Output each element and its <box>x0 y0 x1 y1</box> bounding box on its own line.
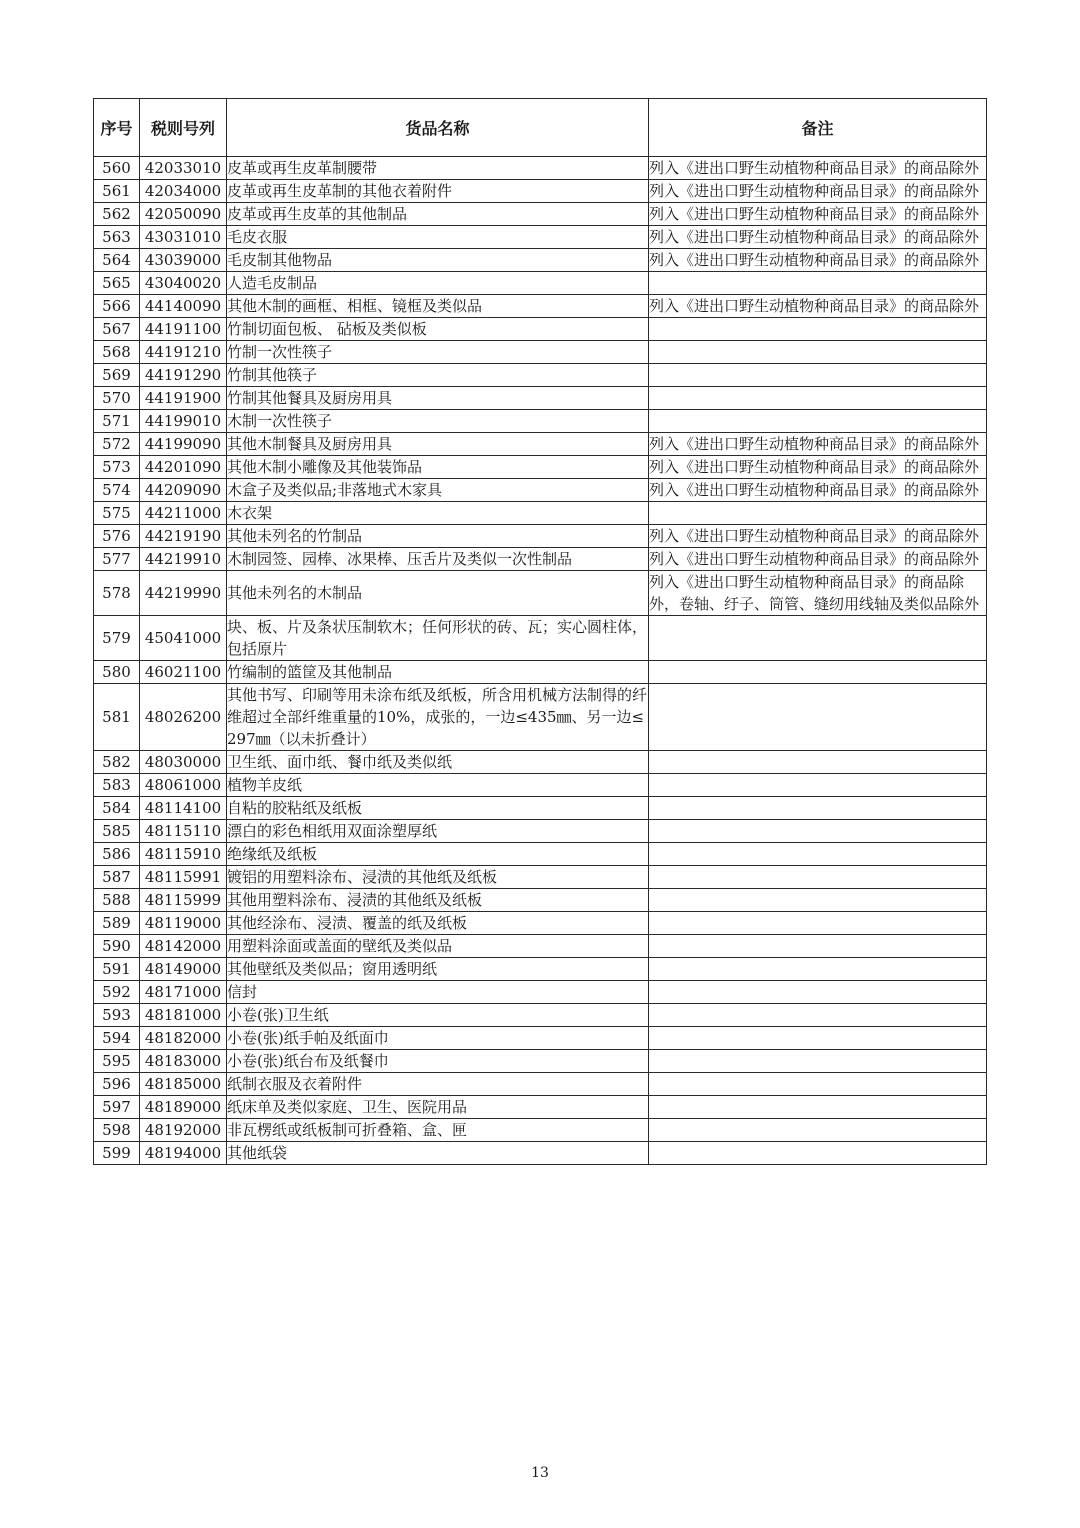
table-row <box>94 548 987 571</box>
table-row <box>94 1096 987 1119</box>
table-row <box>94 1050 987 1073</box>
remark <box>649 889 987 912</box>
tariff-code: 48149000 <box>140 958 227 981</box>
table-row <box>94 1073 987 1096</box>
tariff-code: 48183000 <box>140 1050 227 1073</box>
goods-name: 竹制切面包板、 砧板及类似板 <box>227 318 649 341</box>
table-row <box>94 774 987 797</box>
header-note: 备注 <box>649 99 987 157</box>
tariff-code: 44191210 <box>140 341 227 364</box>
remark <box>649 684 987 751</box>
tariff-code: 46021100 <box>140 661 227 684</box>
row-number: 565 <box>94 272 140 295</box>
remark <box>649 364 987 387</box>
remark <box>649 820 987 843</box>
goods-name: 其他未列名的竹制品 <box>227 525 649 548</box>
tariff-code: 48189000 <box>140 1096 227 1119</box>
remark <box>649 866 987 889</box>
tariff-code: 42034000 <box>140 180 227 203</box>
row-number: 566 <box>94 295 140 318</box>
row-number: 580 <box>94 661 140 684</box>
row-number: 590 <box>94 935 140 958</box>
remark <box>649 843 987 866</box>
tariff-code: 48181000 <box>140 1004 227 1027</box>
goods-name: 纸制衣服及衣着附件 <box>227 1073 649 1096</box>
table-row <box>94 866 987 889</box>
goods-name: 毛皮制其他物品 <box>227 249 649 272</box>
row-number: 577 <box>94 548 140 571</box>
row-number: 593 <box>94 1004 140 1027</box>
row-number: 581 <box>94 684 140 751</box>
table-row <box>94 958 987 981</box>
row-number: 596 <box>94 1073 140 1096</box>
row-number: 564 <box>94 249 140 272</box>
goods-name: 小卷(张)卫生纸 <box>227 1004 649 1027</box>
remark <box>649 1004 987 1027</box>
tariff-code: 44201090 <box>140 456 227 479</box>
table-row <box>94 157 987 180</box>
goods-name: 其他木制餐具及厨房用具 <box>227 433 649 456</box>
row-number: 598 <box>94 1119 140 1142</box>
remark <box>649 318 987 341</box>
tariff-code: 48115991 <box>140 866 227 889</box>
tariff-code: 44209090 <box>140 479 227 502</box>
table-row <box>94 935 987 958</box>
tariff-code: 48192000 <box>140 1119 227 1142</box>
goods-name: 竹制其他餐具及厨房用具 <box>227 387 649 410</box>
goods-table <box>93 98 987 1165</box>
remark <box>649 935 987 958</box>
table-row <box>94 433 987 456</box>
goods-name: 其他纸袋 <box>227 1142 649 1165</box>
row-number: 560 <box>94 157 140 180</box>
tariff-code: 44140090 <box>140 295 227 318</box>
table-row <box>94 912 987 935</box>
goods-name: 木制一次性筷子 <box>227 410 649 433</box>
header-no: 序号 <box>94 99 140 157</box>
table-row <box>94 1119 987 1142</box>
goods-name: 漂白的彩色相纸用双面涂塑厚纸 <box>227 820 649 843</box>
table-row <box>94 249 987 272</box>
tariff-code: 48114100 <box>140 797 227 820</box>
row-number: 584 <box>94 797 140 820</box>
tariff-code: 42033010 <box>140 157 227 180</box>
tariff-code: 44199090 <box>140 433 227 456</box>
goods-name: 块、板、片及条状压制软木；任何形状的砖、瓦；实心圆柱体，包括原片 <box>227 616 649 661</box>
row-number: 586 <box>94 843 140 866</box>
remark <box>649 616 987 661</box>
goods-name: 其他书写、印刷等用未涂布纸及纸板，所含用机械方法制得的纤维超过全部纤维重量的10%，成张的，一边≤435㎜、另一边≤297㎜（以未折叠计） <box>227 684 649 751</box>
goods-name: 木制园签、园棒、冰果棒、压舌片及类似一次性制品 <box>227 548 649 571</box>
table-row <box>94 272 987 295</box>
tariff-code: 48061000 <box>140 774 227 797</box>
table-row <box>94 616 987 661</box>
tariff-code: 44191900 <box>140 387 227 410</box>
remark <box>649 1119 987 1142</box>
remark: 列入《进出口野生动植物种商品目录》的商品除外 <box>649 433 987 456</box>
remark <box>649 341 987 364</box>
table-row <box>94 981 987 1004</box>
table-row <box>94 456 987 479</box>
table-row <box>94 1027 987 1050</box>
table-row <box>94 341 987 364</box>
goods-name: 卫生纸、面巾纸、餐巾纸及类似纸 <box>227 751 649 774</box>
tariff-code: 44191100 <box>140 318 227 341</box>
row-number: 597 <box>94 1096 140 1119</box>
tariff-code: 48115910 <box>140 843 227 866</box>
tariff-code: 48194000 <box>140 1142 227 1165</box>
tariff-code: 44219910 <box>140 548 227 571</box>
tariff-code: 48171000 <box>140 981 227 1004</box>
remark <box>649 1027 987 1050</box>
remark: 列入《进出口野生动植物种商品目录》的商品除外 <box>649 548 987 571</box>
row-number: 582 <box>94 751 140 774</box>
table-row <box>94 502 987 525</box>
tariff-code: 45041000 <box>140 616 227 661</box>
tariff-code: 48185000 <box>140 1073 227 1096</box>
row-number: 579 <box>94 616 140 661</box>
goods-name: 镀铝的用塑料涂布、浸渍的其他纸及纸板 <box>227 866 649 889</box>
row-number: 589 <box>94 912 140 935</box>
table-row <box>94 226 987 249</box>
goods-name: 植物羊皮纸 <box>227 774 649 797</box>
tariff-code: 44219990 <box>140 571 227 616</box>
row-number: 595 <box>94 1050 140 1073</box>
remark <box>649 981 987 1004</box>
table-header-row <box>94 99 987 157</box>
row-number: 574 <box>94 479 140 502</box>
row-number: 573 <box>94 456 140 479</box>
remark <box>649 502 987 525</box>
goods-name: 绝缘纸及纸板 <box>227 843 649 866</box>
row-number: 569 <box>94 364 140 387</box>
row-number: 587 <box>94 866 140 889</box>
tariff-code: 48026200 <box>140 684 227 751</box>
goods-name: 木盒子及类似品;非落地式木家具 <box>227 479 649 502</box>
remark <box>649 1142 987 1165</box>
row-number: 568 <box>94 341 140 364</box>
goods-name: 木衣架 <box>227 502 649 525</box>
remark: 列入《进出口野生动植物种商品目录》的商品除外 <box>649 249 987 272</box>
table-row <box>94 387 987 410</box>
tariff-code: 48119000 <box>140 912 227 935</box>
row-number: 562 <box>94 203 140 226</box>
remark: 列入《进出口野生动植物种商品目录》的商品除外 <box>649 456 987 479</box>
remark: 列入《进出口野生动植物种商品目录》的商品除外 <box>649 180 987 203</box>
row-number: 561 <box>94 180 140 203</box>
goods-name: 非瓦楞纸或纸板制可折叠箱、盒、匣 <box>227 1119 649 1142</box>
remark <box>649 1050 987 1073</box>
tariff-code: 43039000 <box>140 249 227 272</box>
goods-name: 皮革或再生皮革制的其他衣着附件 <box>227 180 649 203</box>
goods-name: 小卷(张)纸台布及纸餐巾 <box>227 1050 649 1073</box>
goods-name: 其他木制的画框、相框、镜框及类似品 <box>227 295 649 318</box>
tariff-code: 48030000 <box>140 751 227 774</box>
table-row <box>94 295 987 318</box>
table-row <box>94 1142 987 1165</box>
table-row <box>94 889 987 912</box>
tariff-code: 48182000 <box>140 1027 227 1050</box>
goods-name: 皮革或再生皮革制腰带 <box>227 157 649 180</box>
goods-name: 皮革或再生皮革的其他制品 <box>227 203 649 226</box>
row-number: 563 <box>94 226 140 249</box>
goods-name: 竹编制的篮筐及其他制品 <box>227 661 649 684</box>
remark <box>649 272 987 295</box>
tariff-code: 48115110 <box>140 820 227 843</box>
remark: 列入《进出口野生动植物种商品目录》的商品除外 <box>649 203 987 226</box>
remark <box>649 1073 987 1096</box>
row-number: 567 <box>94 318 140 341</box>
header-code: 税则号列 <box>140 99 227 157</box>
table-row <box>94 479 987 502</box>
row-number: 575 <box>94 502 140 525</box>
table-row <box>94 410 987 433</box>
table-row <box>94 661 987 684</box>
remark <box>649 774 987 797</box>
remark: 列入《进出口野生动植物种商品目录》的商品除外，卷轴、纡子、筒管、缝纫用线轴及类似品除外 <box>649 571 987 616</box>
remark: 列入《进出口野生动植物种商品目录》的商品除外 <box>649 226 987 249</box>
goods-name: 纸床单及类似家庭、卫生、医院用品 <box>227 1096 649 1119</box>
remark <box>649 661 987 684</box>
table-row <box>94 571 987 616</box>
goods-name: 其他未列名的木制品 <box>227 571 649 616</box>
table-row <box>94 684 987 751</box>
goods-name: 竹制其他筷子 <box>227 364 649 387</box>
goods-name: 其他木制小雕像及其他装饰品 <box>227 456 649 479</box>
remark <box>649 410 987 433</box>
goods-name: 竹制一次性筷子 <box>227 341 649 364</box>
tariff-code: 44199010 <box>140 410 227 433</box>
row-number: 583 <box>94 774 140 797</box>
table-row <box>94 751 987 774</box>
goods-name: 自粘的胶粘纸及纸板 <box>227 797 649 820</box>
remark <box>649 912 987 935</box>
goods-name: 毛皮衣服 <box>227 226 649 249</box>
remark <box>649 958 987 981</box>
table-row <box>94 318 987 341</box>
tariff-code: 43031010 <box>140 226 227 249</box>
row-number: 588 <box>94 889 140 912</box>
table-row <box>94 843 987 866</box>
tariff-code: 44219190 <box>140 525 227 548</box>
table-row <box>94 797 987 820</box>
goods-name: 其他壁纸及类似品；窗用透明纸 <box>227 958 649 981</box>
goods-name: 人造毛皮制品 <box>227 272 649 295</box>
goods-name: 信封 <box>227 981 649 1004</box>
remark: 列入《进出口野生动植物种商品目录》的商品除外 <box>649 525 987 548</box>
table-row <box>94 1004 987 1027</box>
table-row <box>94 525 987 548</box>
tariff-code: 42050090 <box>140 203 227 226</box>
goods-name: 其他用塑料涂布、浸渍的其他纸及纸板 <box>227 889 649 912</box>
tariff-code: 43040020 <box>140 272 227 295</box>
remark <box>649 1096 987 1119</box>
row-number: 578 <box>94 571 140 616</box>
tariff-code: 48115999 <box>140 889 227 912</box>
goods-name: 用塑料涂面或盖面的壁纸及类似品 <box>227 935 649 958</box>
table-row <box>94 203 987 226</box>
tariff-code: 44211000 <box>140 502 227 525</box>
remark: 列入《进出口野生动植物种商品目录》的商品除外 <box>649 295 987 318</box>
remark: 列入《进出口野生动植物种商品目录》的商品除外 <box>649 157 987 180</box>
table-row <box>94 180 987 203</box>
remark: 列入《进出口野生动植物种商品目录》的商品除外 <box>649 479 987 502</box>
remark <box>649 387 987 410</box>
row-number: 585 <box>94 820 140 843</box>
page-number: 13 <box>531 1465 549 1481</box>
table-row <box>94 820 987 843</box>
row-number: 571 <box>94 410 140 433</box>
row-number: 570 <box>94 387 140 410</box>
remark <box>649 751 987 774</box>
header-name: 货品名称 <box>227 99 649 157</box>
row-number: 572 <box>94 433 140 456</box>
remark <box>649 797 987 820</box>
tariff-code: 44191290 <box>140 364 227 387</box>
row-number: 591 <box>94 958 140 981</box>
row-number: 599 <box>94 1142 140 1165</box>
row-number: 594 <box>94 1027 140 1050</box>
row-number: 576 <box>94 525 140 548</box>
tariff-code: 48142000 <box>140 935 227 958</box>
row-number: 592 <box>94 981 140 1004</box>
goods-name: 小卷(张)纸手帕及纸面巾 <box>227 1027 649 1050</box>
table-row <box>94 364 987 387</box>
goods-name: 其他经涂布、浸渍、覆盖的纸及纸板 <box>227 912 649 935</box>
